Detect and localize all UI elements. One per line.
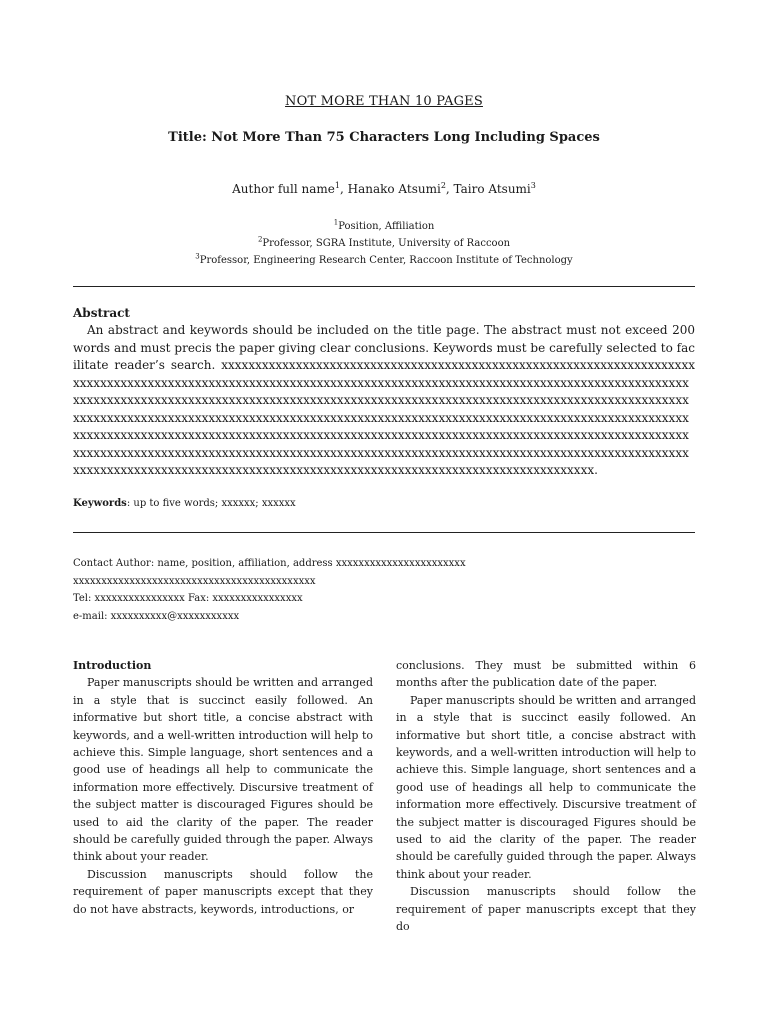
author-name: Tairo Atsumi bbox=[453, 182, 531, 196]
paper-title: Title: Not More Than 75 Characters Long Including Spaces bbox=[168, 130, 600, 145]
author-line bbox=[0, 182, 768, 196]
bottom-divider bbox=[73, 532, 695, 533]
affiliation-item bbox=[0, 252, 768, 269]
paragraph: Discussion manuscripts should follow the requirement of paper manuscripts except that they do bbox=[396, 885, 696, 934]
affiliation-list bbox=[0, 218, 768, 269]
author-separator: , bbox=[339, 182, 348, 196]
abstract-filler: xxxxxxxxxxxxxxxxxxxxxxxxxxxxxxxxxxxxxxxxxxxxxxxxxxxxxxxxxxxxxxxxxxxxxxxxxxxxxxxxxxxxxxxxxxxxxxxxxxxxxxxxxxxxxxxxxxxxxxxxxxxxxxxxxxxxxxxxxxxxxxxxxxxxxxxxxxxxxxxxxxxxxxxxxxxxxxxxxxxxxxxxxxxxxxxxxxxxxxxxxxxxxxxxxxxxxxxxxxxxxxxxxxxxxxxxxxxxxxxxxxxxxxxxxxxxxxxxxxxxxxxxxxxxxxxxxxxxxxxxxxxxxxxxxxxxxxxxxxxxxxxxxxxxxxxxxxxxxxxxxxxxxxxxxxxxxxxxxxxxxxxxxxxxxxxxxxxxxxxxxxxxxxxxxxxxxxxxxxxxxxxxxxxxxxxxxxxxxxxxxxxxxxxxxxxxxxxxxxxxxxxxxxxxxxxxxxxxxxxxxxxxxxxxxxxxxxxxxxxxxxxxxxxxxxxxxxxxxxxxxxxxxxxxxxxxxxxxxxxxxxxxxxxxxxxxxxxxxxxxxxxxxxxxxxxxxxxxxxxxxxxxxxxxxxxxxxxxxxxxxxxxxxxxxxxxxxxxxxxxxxxxxxxxxxxxxxxxxxxxxx. bbox=[73, 358, 695, 477]
affiliation-text: Position, Affiliation bbox=[338, 221, 435, 232]
affiliation-sup: 3 bbox=[195, 252, 200, 261]
contact-tel-fax: Tel: xxxxxxxxxxxxxxxx Fax: xxxxxxxxxxxxxxxx bbox=[73, 593, 303, 604]
author-sup: 1 bbox=[334, 181, 340, 190]
abstract-body bbox=[73, 322, 695, 480]
affiliation-item bbox=[0, 218, 768, 235]
author-name: Author full name bbox=[232, 182, 335, 196]
left-column bbox=[73, 657, 373, 918]
top-divider bbox=[73, 286, 695, 287]
contact-line: xxxxxxxxxxxxxxxxxxxxxxxxxxxxxxxxxxxxxxxxxxx bbox=[73, 575, 316, 587]
author-name: Hanako Atsumi bbox=[347, 182, 441, 196]
affiliation-item bbox=[0, 235, 768, 252]
author-separator: , bbox=[445, 182, 454, 196]
author-sup: 3 bbox=[530, 181, 536, 190]
abstract-text: An abstract and keywords should be included on the title page. The abstract must not exceed 200 words and must precis the paper giving clear conclusions. Keywords must be carefully selected to facilitate reader’s search. bbox=[73, 323, 695, 372]
contact-email: e-mail: xxxxxxxxxx@xxxxxxxxxxx bbox=[73, 610, 240, 622]
author-sup: 2 bbox=[440, 181, 446, 190]
affiliation-text: Professor, Engineering Research Center, Raccoon Institute of Technology bbox=[199, 255, 573, 266]
affiliation-text: Professor, SGRA Institute, University of Raccoon bbox=[262, 238, 511, 249]
paragraph: Paper manuscripts should be written and arranged in a style that is succinct easily followed. An informative but short title, a concise abstract with keywords, and a well-written introduction will help to achieve this. Simple language, short sentences and a good use of headings all help to communicate the information more effectively. Discursive treatment of the subject matter is discouraged Figures should be used to aid the clarity of the paper. The reader should be carefully guided through the paper. Always think about your reader. bbox=[73, 676, 373, 864]
keywords-text: : up to five words; xxxxxx; xxxxxx bbox=[126, 498, 296, 509]
keywords-label: Keywords bbox=[73, 498, 127, 509]
section-heading-introduction: Introduction bbox=[73, 659, 152, 672]
abstract-heading: Abstract bbox=[73, 306, 130, 320]
paragraph: Discussion manuscripts should follow the requirement of paper manuscripts except that they do not have abstracts, keywords, introductions, or bbox=[73, 867, 373, 916]
page-limit-heading: NOT MORE THAN 10 PAGES bbox=[285, 94, 483, 109]
contact-block bbox=[73, 555, 473, 625]
paragraph: Paper manuscripts should be written and arranged in a style that is succinct easily followed. An informative but short title, a concise abstract with keywords, and a well-written introduction will help to achieve this. Simple language, short sentences and a good use of headings all help to communicate the information more effectively. Discursive treatment of the subject matter is discouraged Figures should be used to aid the clarity of the paper. The reader should be carefully guided through the paper. Always think about your reader. bbox=[396, 693, 696, 881]
paragraph: conclusions. They must be submitted within 6 months after the publication date of the paper. bbox=[396, 659, 696, 690]
right-column bbox=[396, 657, 696, 936]
affiliation-sup: 2 bbox=[257, 235, 263, 244]
keywords-line bbox=[73, 498, 296, 509]
contact-line: Contact Author: name, position, affiliation, address xxxxxxxxxxxxxxxxxxxxxxx bbox=[73, 558, 466, 569]
affiliation-sup: 1 bbox=[333, 218, 339, 227]
